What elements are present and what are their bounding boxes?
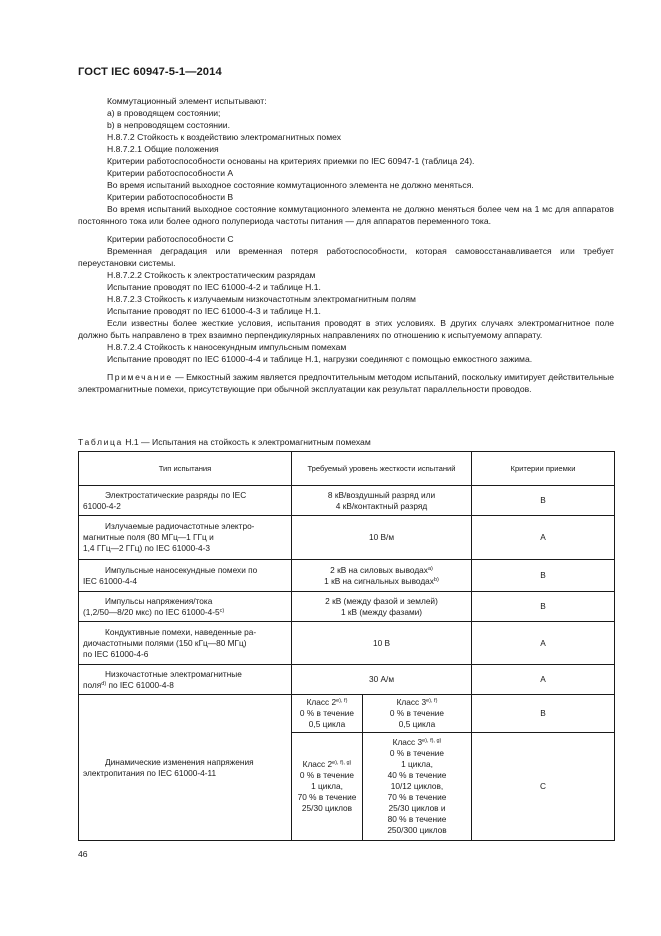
table-header-row <box>79 452 615 486</box>
severity-class3-b: Класс $3^{e), f)}$ 0 % в течение 0,5 цикла <box>363 695 472 733</box>
paragraph: Критерии работоспособности С <box>107 234 234 244</box>
table-title-text: H.1 — Испытания на стойкость к электромагнитным помехам <box>122 437 371 447</box>
header-test-type: Тип испытания <box>79 452 292 486</box>
criteria-cell: A <box>472 622 615 665</box>
paragraph: H.8.7.2 Стойкость к воздействию электромагнитных помех <box>107 132 342 142</box>
paragraph: H.8.7.2.4 Стойкость к наносекундным импульсным помехам <box>107 342 347 352</box>
paragraph: H.8.7.2.3 Стойкость к излучаемым низкочастотным электромагнитным полям <box>107 294 416 304</box>
table-row-eft <box>79 560 615 592</box>
paragraph: Испытание проводят по IEC 61000-4-4 и таблице H.1, нагрузки соединяют с помощью емкостного зажима. <box>107 354 533 364</box>
severity-cell: 2 кВ (между фазой и землей) 1 кВ (между фазами) <box>292 592 472 622</box>
note-label: Примечание <box>107 372 173 382</box>
note-paragraph <box>78 371 614 395</box>
paragraph: H.8.7.2.2 Стойкость к электростатическим разрядам <box>107 270 316 280</box>
test-type-cell: Излучаемые радиочастотные электро- магнитные поля (80 МГц—1 ГГц и 1,4 ГГц—2 ГГц) по IEC 61000-4-3 <box>79 516 292 560</box>
severity-cell: 10 В <box>292 622 472 665</box>
document-header: ГОСТ IEC 60947-5-1—2014 <box>78 66 222 78</box>
header-criteria: Критерии приемки <box>472 452 615 486</box>
paragraph: Испытание проводят по IEC 61000-4-3 и таблице H.1. <box>107 306 321 316</box>
severity-class2-b: Класс $2^{e), f)}$ 0 % в течение 0,5 цикла <box>292 695 363 733</box>
criteria-cell: C <box>472 733 615 841</box>
table-row-conducted <box>79 622 615 665</box>
body-text <box>78 95 614 395</box>
table-row-surge <box>79 592 615 622</box>
page-number: 46 <box>78 849 88 859</box>
note-text: — Емкостный зажим является предпочтительным методом испытаний, поскольку имитирует действительные электромагнитные помехи, присутствующие при обычной эксплуатации как результат параллельности проводов. <box>78 372 614 394</box>
paragraph: a) в проводящем состоянии; <box>107 108 221 118</box>
test-type-cell: Импульсы напряжения/тока (1,2/50—8/20 мкс) по IEC 61000-4-5$^{c)}$ <box>79 592 292 622</box>
severity-class2-c: Класс $2^{e), f), g)}$ 0 % в течение 1 цикла, 70 % в течение 25/30 циклов <box>292 733 363 841</box>
paragraph: Коммутационный элемент испытывают: <box>107 96 267 106</box>
severity-cell: 10 В/м <box>292 516 472 560</box>
criteria-cell: A <box>472 665 615 695</box>
criteria-cell: B <box>472 695 615 733</box>
table-title-prefix: Таблица <box>78 437 123 447</box>
severity-class3-c: Класс $3^{e), f), g)}$ 0 % в течение 1 цикла, 40 % в течение 10/12 циклов, 70 % в течение 25/30 циклов и 80 % в течение 250/300 циклов <box>363 733 472 841</box>
paragraph: Критерии работоспособности основаны на критериях приемки по IEC 60947-1 (таблица 24). <box>107 156 475 166</box>
emc-tests-table <box>78 451 615 841</box>
paragraph: Критерии работоспособности В <box>107 192 234 202</box>
criteria-cell: A <box>472 516 615 560</box>
table-row-esd <box>79 486 615 516</box>
table-row-dips-b <box>79 695 615 733</box>
paragraph: Во время испытаний выходное состояние коммутационного элемента не должно меняться более чем на 1 мс для аппаратов постоянного тока или более одного полупериода частоты питания — для аппаратов переменного тока. <box>78 204 614 226</box>
paragraph-list <box>78 95 614 371</box>
table-row-magnetic <box>79 665 615 695</box>
severity-cell: 2 кВ на силовых выводах$^{a)}$ 1 кВ на сигнальных выводах$^{b)}$ <box>292 560 472 592</box>
test-type-cell: Кондуктивные помехи, наведенные ра- диочастотными полями (150 кГц—80 МГц) по IEC 61000-4-6 <box>79 622 292 665</box>
paragraph: Испытание проводят по IEC 61000-4-2 и таблице H.1. <box>107 282 321 292</box>
paragraph: Во время испытаний выходное состояние коммутационного элемента не должно меняться. <box>107 180 474 190</box>
criteria-cell: B <box>472 486 615 516</box>
header-severity: Требуемый уровень жесткости испытаний <box>292 452 472 486</box>
test-type-cell: Динамические изменения напряжения электропитания по IEC 61000-4-11 <box>79 695 292 841</box>
paragraph: H.8.7.2.1 Общие положения <box>107 144 219 154</box>
paragraph: b) в непроводящем состоянии. <box>107 120 230 130</box>
paragraph: Если известны более жесткие условия, испытания проводят в этих условиях. В других случаях электромагнитное поле должно быть направлено в трех взаимно перпендикулярных направлениях по отношению к испытуемому аппарату. <box>78 318 614 340</box>
criteria-cell: B <box>472 560 615 592</box>
table-row-rf-fields <box>79 516 615 560</box>
table-title <box>78 436 371 448</box>
test-type-cell: Электростатические разряды по IEC 61000-4-2 <box>79 486 292 516</box>
paragraph: Временная деградация или временная потеря работоспособности, которая самовосстанавливается или требует переустановки системы. <box>78 246 614 268</box>
severity-cell: 30 А/м <box>292 665 472 695</box>
paragraph: Критерии работоспособности А <box>107 168 234 178</box>
test-type-cell: Низкочастотные электромагнитные поля$^{d)}$ по IEC 61000-4-8 <box>79 665 292 695</box>
severity-cell: 8 кВ/воздушный разряд или 4 кВ/контактный разряд <box>292 486 472 516</box>
criteria-cell: B <box>472 592 615 622</box>
test-type-cell: Импульсные наносекундные помехи по IEC 61000-4-4 <box>79 560 292 592</box>
